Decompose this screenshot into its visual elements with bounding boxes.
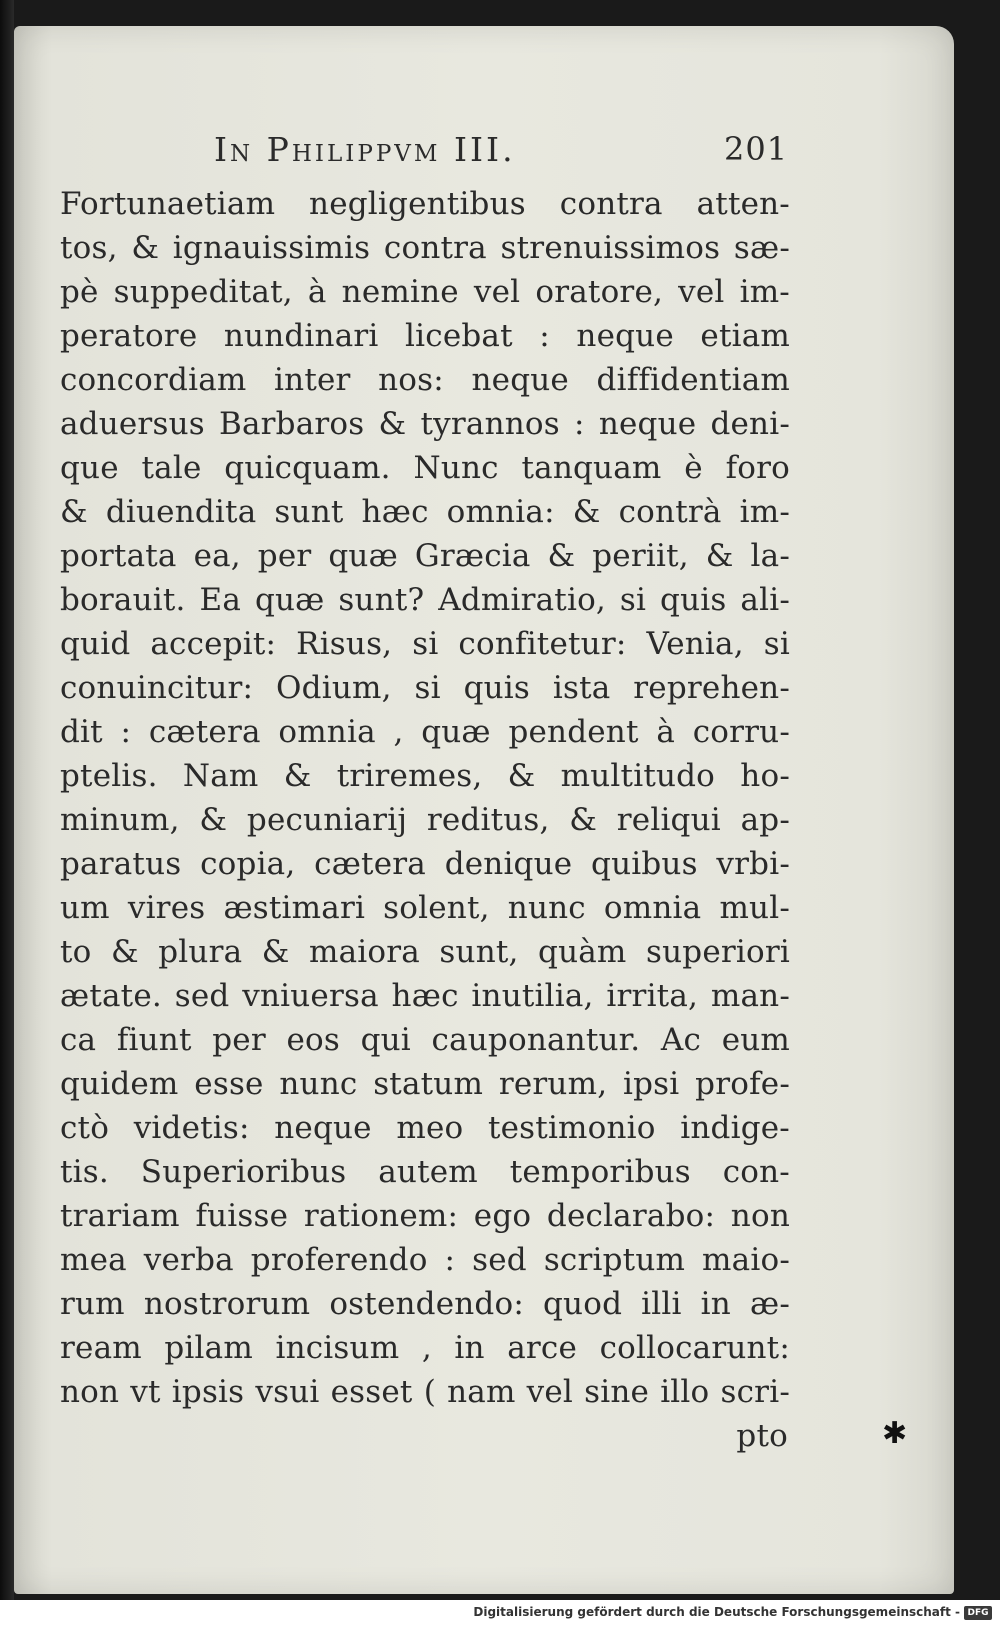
text-line: concordiam inter nos: neque diffidentiam (60, 362, 790, 398)
page-number: 201 (724, 130, 789, 168)
text-line: quidem esse nunc statum rerum, ipsi profe- (60, 1066, 790, 1102)
text-line: pè suppeditat, à nemine vel oratore, vel im- (60, 274, 790, 310)
page-header (14, 130, 954, 170)
text-line: portata ea, per quæ Græcia & periit, & la- (60, 538, 790, 574)
text-line: & diuendita sunt hæc omnia: & contrà im- (60, 494, 790, 530)
text-line: borauit. Ea quæ sunt? Admiratio, si quis ali- (60, 582, 790, 618)
text-line: ætate. sed vniuersa hæc inutilia, irrita, man- (60, 978, 790, 1014)
text-line: tis. Superioribus autem temporibus con- (60, 1154, 790, 1190)
book-page (14, 26, 954, 1594)
text-line: non vt ipsis vsui esset ( nam vel sine illo scri- (60, 1374, 790, 1410)
text-line: rum nostrorum ostendendo: quod illi in æ- (60, 1286, 790, 1322)
text-line: peratore nundinari licebat : neque etiam (60, 318, 790, 354)
running-head: In Philippvm III. (214, 130, 516, 169)
text-line: dit : cætera omnia , quæ pendent à corru- (60, 714, 790, 750)
text-line: paratus copia, cætera denique quibus vrbi- (60, 846, 790, 882)
text-line: to & plura & maiora sunt, quàm superiori (60, 934, 790, 970)
ink-blot-icon: ✱ (882, 1416, 908, 1451)
text-line: que tale quicquam. Nunc tanquam è foro (60, 450, 790, 486)
text-line: um vires æstimari solent, nunc omnia mul- (60, 890, 790, 926)
book-gutter (0, 0, 14, 1600)
text-line: ptelis. Nam & triremes, & multitudo ho- (60, 758, 790, 794)
catchword: pto (736, 1418, 788, 1454)
text-line: ca fiunt per eos qui cauponantur. Ac eum (60, 1022, 790, 1058)
dfg-logo: DFG (964, 1606, 992, 1620)
text-line: trariam fuisse rationem: ego declarabo: non (60, 1198, 790, 1234)
text-line: quid accepit: Risus, si confitetur: Venia, si (60, 626, 790, 662)
text-line: minum, & pecuniarij reditus, & reliqui ap- (60, 802, 790, 838)
funding-credit: Digitalisierung gefördert durch die Deutsche Forschungsgemeinschaft - (473, 1605, 960, 1619)
text-line: tos, & ignauissimis contra strenuissimos sæ- (60, 230, 790, 266)
text-line: mea verba proferendo : sed scriptum maio- (60, 1242, 790, 1278)
body-text (60, 182, 790, 1458)
digitization-footer (0, 1600, 1000, 1627)
text-line: ream pilam incisum , in arce collocarunt: (60, 1330, 790, 1366)
text-line: conuincitur: Odium, si quis ista reprehen- (60, 670, 790, 706)
text-line: Fortunaetiam negligentibus contra atten- (60, 186, 790, 222)
text-line: ctò videtis: neque meo testimonio indige- (60, 1110, 790, 1146)
text-line: aduersus Barbaros & tyrannos : neque deni- (60, 406, 790, 442)
